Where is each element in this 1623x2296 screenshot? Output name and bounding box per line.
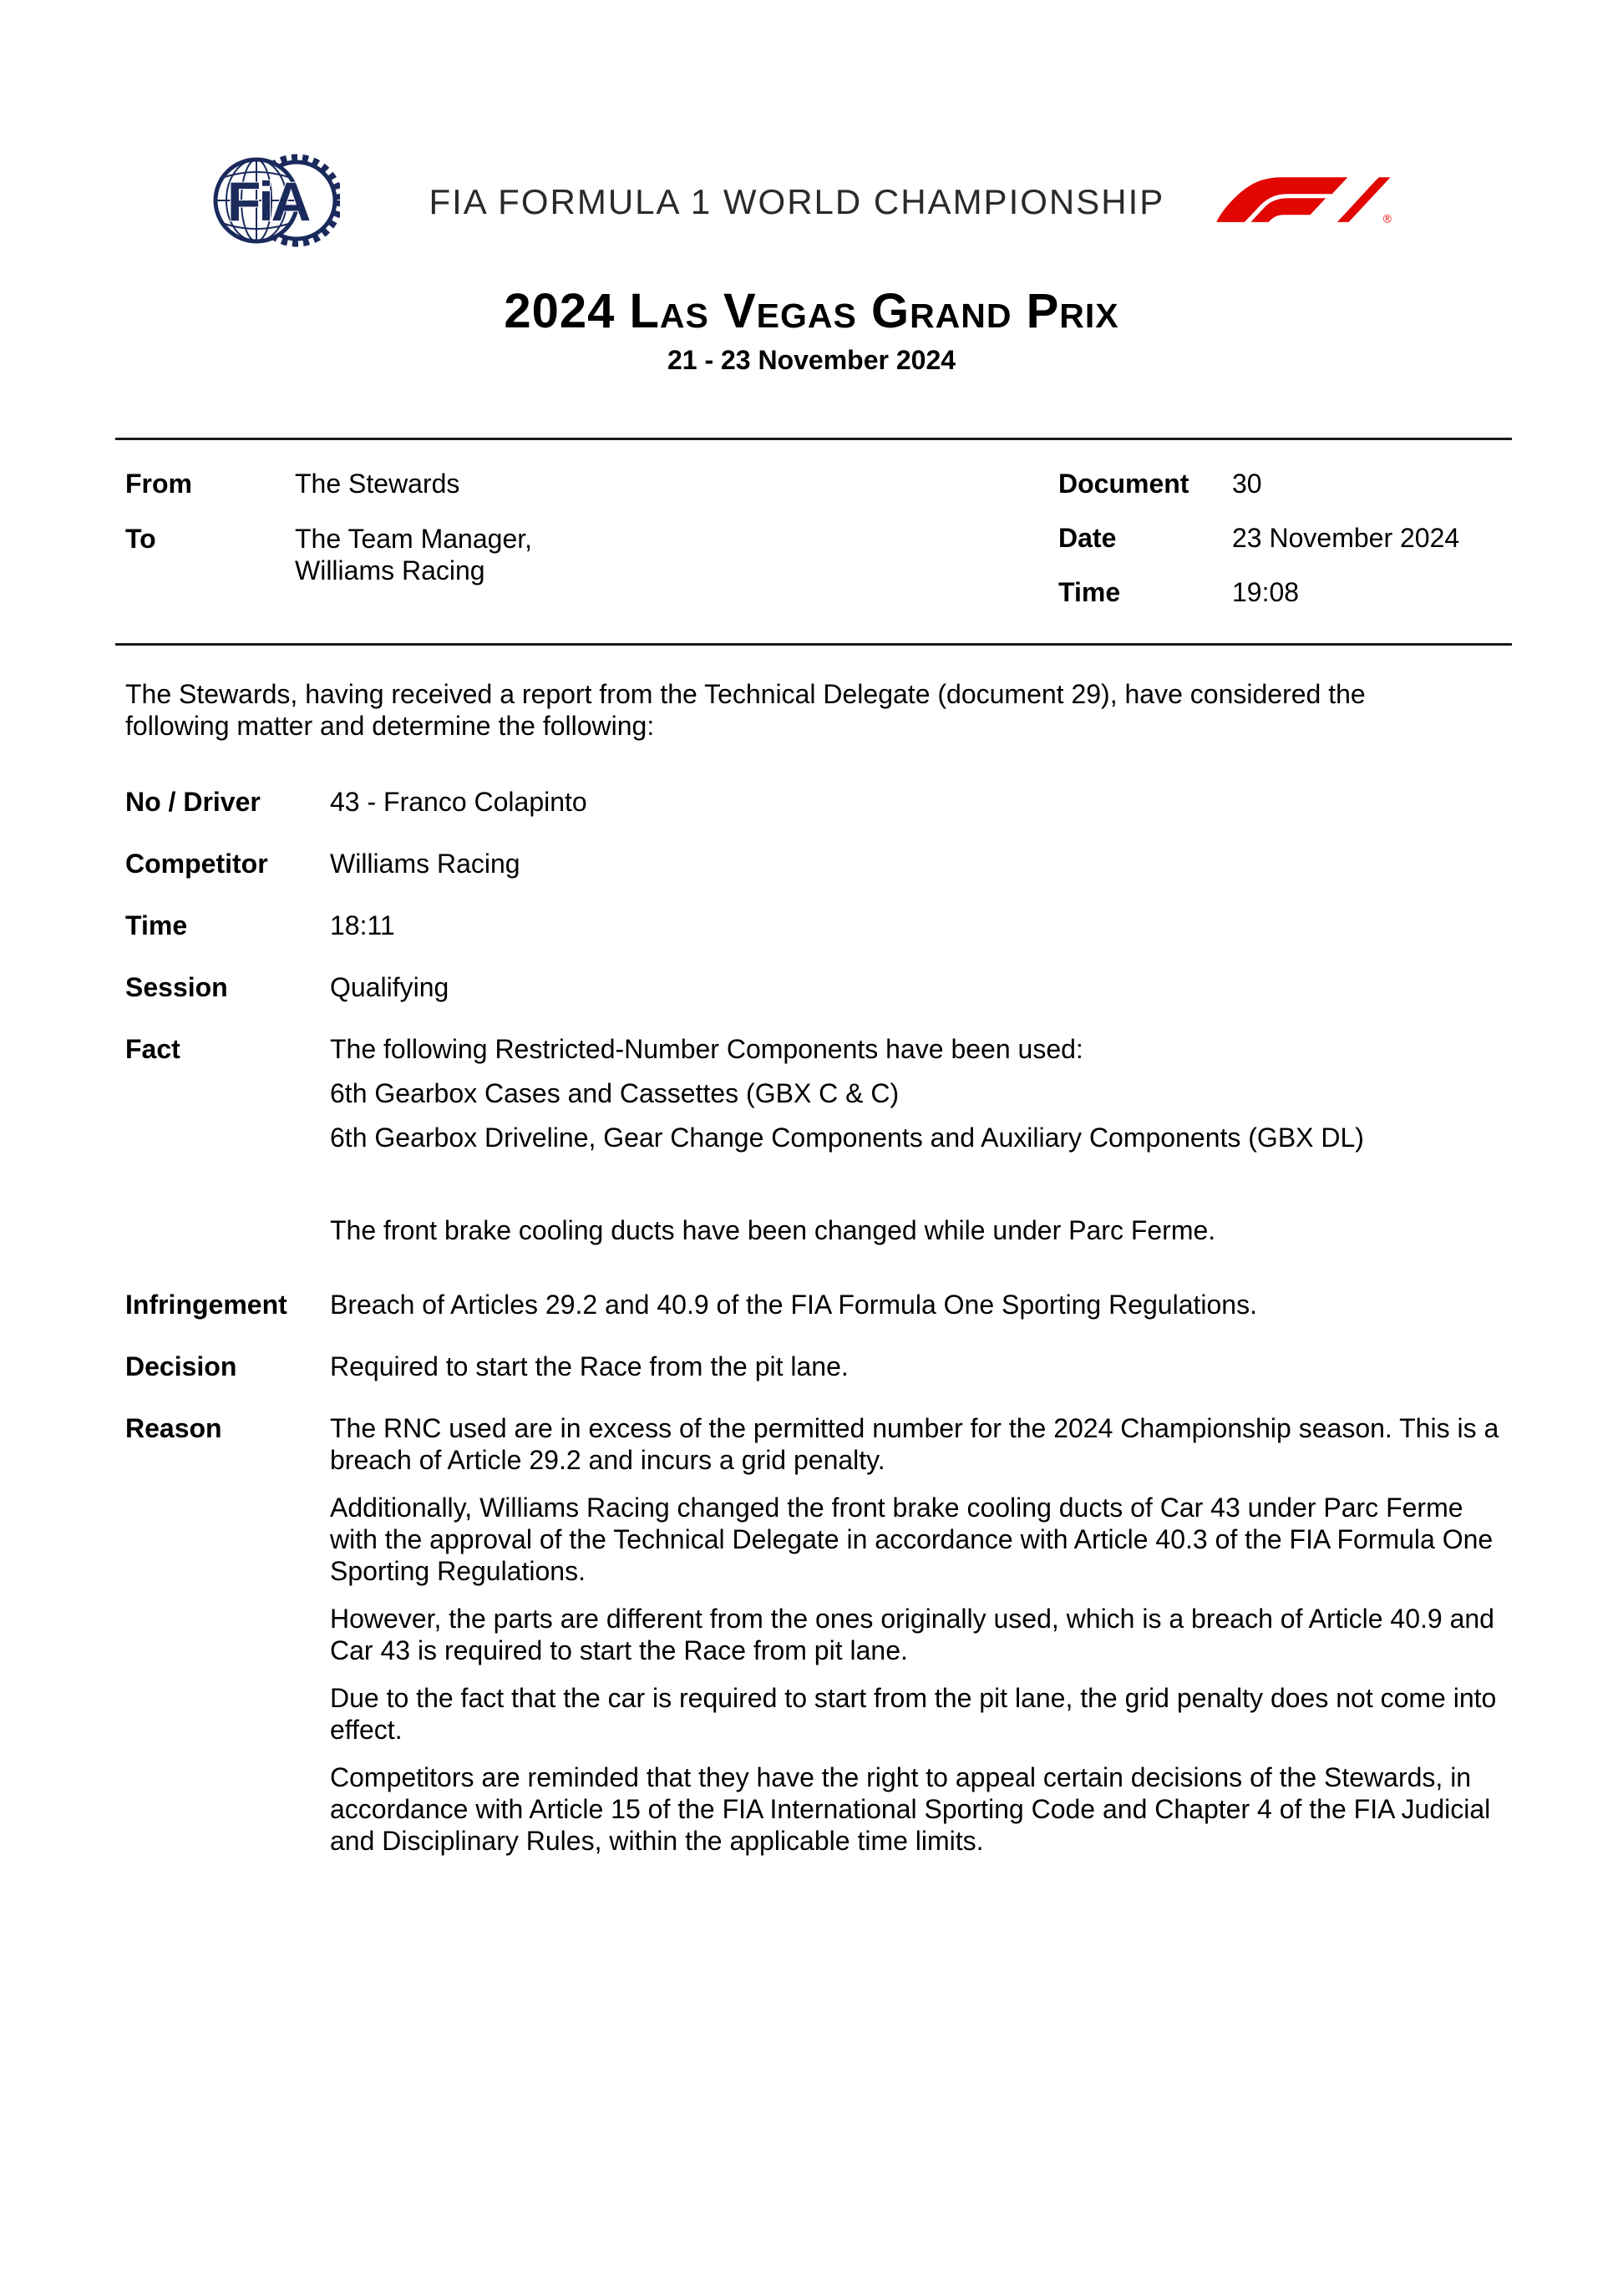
time-row: [1058, 576, 1459, 608]
no-driver-row: [125, 786, 1514, 818]
fact-paragraph: 6th Gearbox Driveline, Gear Change Components and Auxiliary Components (GBX DL): [330, 1123, 1364, 1153]
competitor-label: Competitor: [125, 849, 268, 879]
to-value-line2: Williams Racing: [295, 555, 485, 585]
document-label: Document: [1058, 469, 1189, 499]
reason-row: [125, 1412, 1514, 1873]
divider-bottom: [115, 643, 1512, 646]
f1-registered-mark: ®: [1382, 212, 1392, 225]
time-detail-row: [125, 910, 1514, 941]
time-detail-value: 18:11: [330, 910, 395, 940]
meta-right-column: [1058, 468, 1459, 631]
championship-wordmark: FIA FORMULA 1 WORLD CHAMPIONSHIP: [429, 182, 1165, 221]
no-driver-label: No / Driver: [125, 787, 261, 817]
date-value: 23 November 2024: [1232, 523, 1460, 553]
fia-letters: FiA: [227, 170, 309, 232]
reason-paragraph: Additionally, Williams Racing changed the front brake cooling ducts of Car 43 under Parc Ferme with the approval of the Technical Delegate in accordance with Article 40.3 of the FIA Formula One Sporting Regulations.: [330, 1493, 1494, 1586]
decision-label: Decision: [125, 1351, 237, 1381]
reason-paragraph: However, the parts are different from the ones originally used, which is a breach of Article 40.9 and Car 43 is required to start the Race from pit lane.: [330, 1604, 1494, 1665]
date-label: Date: [1058, 523, 1117, 553]
time-detail-label: Time: [125, 910, 188, 940]
competitor-value: Williams Racing: [330, 849, 520, 879]
decision-row: [125, 1351, 1514, 1382]
from-value: The Stewards: [295, 469, 460, 499]
fact-paragraph: 6th Gearbox Cases and Cassettes (GBX C & C): [330, 1078, 900, 1108]
competitor-row: [125, 848, 1514, 879]
to-value: [295, 523, 532, 586]
session-label: Session: [125, 972, 228, 1002]
time-value: 19:08: [1232, 577, 1300, 607]
document-row: [1058, 468, 1459, 499]
reason-paragraph: The RNC used are in excess of the permitted number for the 2024 Championship season. This is a breach of Article 29.2 and incurs a grid penalty.: [330, 1413, 1499, 1475]
date-row: [1058, 522, 1459, 554]
event-dates: 21 - 23 November 2024: [667, 345, 956, 375]
time-label: Time: [1058, 577, 1121, 607]
reason-label: Reason: [125, 1413, 222, 1443]
meta-left-column: [125, 468, 532, 610]
divider-top: [115, 438, 1512, 440]
fact-row: [125, 1033, 1514, 1259]
from-row: [125, 468, 532, 499]
infringement-row: [125, 1289, 1514, 1320]
fact-value: [330, 1033, 1512, 1259]
page-title: 2024 Las Vegas Grand Prix: [504, 284, 1119, 338]
f1-logo-icon: [1215, 170, 1392, 225]
reason-paragraph: Competitors are reminded that they have the right to appeal certain decisions of the Stewards, in accordance with Article 15 of the FIA International Sporting Code and Chapter 4 of the FIA Judicial and Disciplinary Rules, within the applicable time limits.: [330, 1762, 1491, 1856]
f1-logo: [1215, 170, 1392, 225]
fact-label: Fact: [125, 1034, 180, 1064]
decision-value: Required to start the Race from the pit lane.: [330, 1351, 849, 1381]
document-body: [125, 678, 1514, 1903]
fia-logo-icon: [213, 150, 340, 251]
session-row: [125, 971, 1514, 1003]
to-label: To: [125, 524, 156, 554]
document-value: 30: [1232, 469, 1262, 499]
fact-paragraph: The front brake cooling ducts have been changed while under Parc Ferme.: [330, 1215, 1216, 1245]
from-label: From: [125, 469, 192, 499]
no-driver-value: 43 - Franco Colapinto: [330, 787, 587, 817]
fact-paragraph: The following Restricted-Number Components have been used:: [330, 1034, 1083, 1064]
to-value-line1: The Team Manager,: [295, 524, 533, 554]
reason-value: [330, 1412, 1512, 1873]
reason-paragraph: Due to the fact that the car is required to start from the pit lane, the grid penalty does not come into effect.: [330, 1683, 1497, 1745]
session-value: Qualifying: [330, 972, 449, 1002]
infringement-value: Breach of Articles 29.2 and 40.9 of the FIA Formula One Sporting Regulations.: [330, 1290, 1257, 1320]
infringement-label: Infringement: [125, 1290, 287, 1320]
to-row: [125, 523, 532, 586]
intro-paragraph: The Stewards, having received a report from the Technical Delegate (document 29), have considered the following matter and determine the following:: [125, 679, 1366, 741]
